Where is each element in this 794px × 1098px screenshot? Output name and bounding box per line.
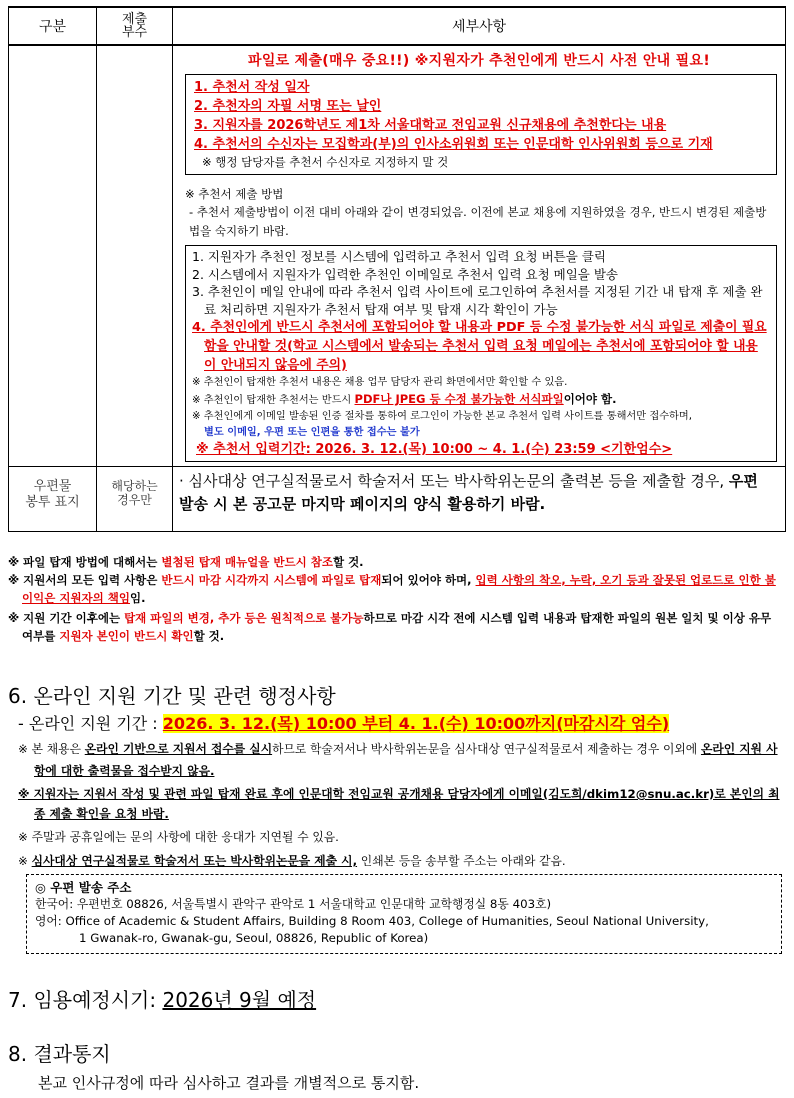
section-6-note: ※ 본 채용은 온라인 기반으로 지원서 접수를 실시하므로 학술저서나 박사학위논문을 심사대상 연구실적물로서 제출하는 경우 이외에 온라인 지원 사항에 대한 출력물을 접수받지 않음. xyxy=(18,742,778,778)
required-note: ※ 행정 담당자를 추천서 수신자로 지정하지 말 것 xyxy=(202,155,449,169)
section-6-title: 6. 온라인 지원 기간 및 관련 행정사항 xyxy=(8,684,336,708)
mailing-address-box xyxy=(26,874,782,954)
row1-category xyxy=(9,45,97,467)
address-english: 영어: Office of Academic & Student Affairs, Building 8 Room 403, College of Humanities, Seoul National University, xyxy=(35,914,709,928)
step-item: 3. 추천인이 메일 안내에 따라 추천서 입력 사이트에 로그인하여 추천서를 지정된 기간 내 탑재 후 제출 완료 처리하면 지원자가 추천서 탑재 여부 및 탑재 시각 확인이 가능 xyxy=(192,284,763,317)
section-6-note: ※ 지원자는 지원서 작성 및 관련 파일 탑재 완료 후에 인문대학 전임교원 공개채용 담당자에게 이메일(김도희/dkim12@snu.ac.kr)로 본인의 최종 제출 확인을 요청 바람. xyxy=(18,787,780,821)
note-item: ※ 지원 기간 이후에는 탑재 파일의 변경, 추가 등은 원칙적으로 불가능하므로 마감 시각 전에 시스템 입력 내용과 탑재한 파일의 원본 일치 및 이상 유무 여부를 지원자 본인이 반드시 확인할 것. xyxy=(8,611,772,643)
small-note: ※ 추천인이 탑재한 추천서는 반드시 PDF나 JPEG 등 수정 불가능한 서식파일이어야 함. xyxy=(192,392,617,406)
required-item: 2. 추천자의 자필 서명 또는 날인 xyxy=(194,99,382,114)
row1-details xyxy=(173,45,786,467)
step-item-4: 4. 추천인에게 반드시 추천서에 포함되어야 할 내용과 PDF 등 수정 불가능한 서식 파일로 제출이 필요함을 안내할 것(학교 시스템에서 발송되는 추천서 입력 요청 메일에는 추천서에 포함되어야 할 내용이 안내되지 않음에 주의) xyxy=(192,320,767,373)
address-title: ◎ 우편 발송 주소 xyxy=(35,880,132,895)
small-note: ※ 추천인이 탑재한 추천서 내용은 채용 업무 담당자 관리 화면에서만 확인할 수 있음. xyxy=(192,377,568,388)
small-note: ※ 추천인에게 이메일 발송된 인증 절차를 통하여 로그인이 가능한 본교 추천서 입력 사이트를 통해서만 접수하며, 별도 이메일, 우편 또는 인편을 통한 접수는 불가 xyxy=(192,411,692,438)
section-7-title: 7. 임용예정시기: 2026년 9월 예정 xyxy=(8,988,317,1012)
section-6-body xyxy=(18,712,786,872)
method-description: - 추천서 제출방법이 이전 대비 아래와 같이 변경되었음. 이전에 본교 채용에 지원하였을 경우, 반드시 변경된 제출방법을 숙지하기 바람. xyxy=(189,205,767,238)
note-item: ※ 지원서의 모든 입력 사항은 반드시 마감 시각까지 시스템에 파일로 탑재되어 있어야 하며, 입력 사항의 착오, 누락, 오기 등과 잘못된 업로드로 인한 불이익은 지원자의 책임임. xyxy=(8,573,776,605)
header-category: 구분 xyxy=(9,7,97,45)
row2-category: 우편물 봉투 표지 xyxy=(9,467,97,532)
application-documents-table xyxy=(8,6,786,532)
result-notice: 본교 인사규정에 따라 심사하고 결과를 개별적으로 통지함. xyxy=(38,1074,420,1092)
online-period: - 온라인 지원 기간 : 2026. 3. 12.(목) 10:00 부터 4. 1.(수) 10:00까지(마감시각 엄수) xyxy=(18,714,670,733)
required-items-box xyxy=(185,74,777,175)
address-english-cont: 1 Gwanak-ro, Gwanak-gu, Seoul, 08826, Republic of Korea) xyxy=(79,931,429,945)
address-korean: 한국어: 우편번호 08826, 서울특별시 관악구 관악로 1 서울대학교 인문대학 교학행정실 8동 403호) xyxy=(35,897,552,911)
upload-notes xyxy=(8,553,786,645)
header-copies: 제출 부수 xyxy=(97,7,173,45)
recommendation-deadline: ※ 추천서 입력기간: 2026. 3. 12.(목) 10:00 ~ 4. 1.(수) 23:59 <기한엄수> xyxy=(196,442,673,457)
section-6-note: ※ 심사대상 연구실적물로 학술저서 또는 박사학위논문을 제출 시, 인쇄본 등을 송부할 주소는 아래와 같음. xyxy=(18,854,566,868)
step-item: 1. 지원자가 추천인 정보를 시스템에 입력하고 추천서 입력 요청 버튼을 클릭 xyxy=(192,249,606,264)
method-heading: ※ 추천서 제출 방법 xyxy=(185,187,284,201)
row2-details: · 심사대상 연구실적물로서 학술저서 또는 박사학위논문의 출력본 등을 제출할 경우, 우편 발송 시 본 공고문 마지막 페이지의 양식 활용하기 바람. xyxy=(173,467,786,532)
required-item: 3. 지원자를 2026학년도 제1차 서울대학교 전임교원 신규채용에 추천한다는 내용 xyxy=(194,118,667,133)
section-6-note: ※ 주말과 공휴일에는 문의 사항에 대한 응대가 지연될 수 있음. xyxy=(18,830,339,844)
header-details: 세부사항 xyxy=(173,7,786,45)
required-item: 1. 추천서 작성 일자 xyxy=(194,80,310,95)
note-item: ※ 파일 탑재 방법에 대해서는 별첨된 탑재 매뉴얼을 반드시 참조할 것. xyxy=(8,555,364,569)
row2-copies: 해당하는 경우만 xyxy=(97,467,173,532)
file-submission-title: 파일로 제출(매우 중요!!) ※지원자가 추천인에게 반드시 사전 안내 필요! xyxy=(248,53,710,69)
row1-copies xyxy=(97,45,173,467)
required-item: 4. 추천서의 수신자는 모집학과(부)의 인사소위원회 또는 인문대학 인사위원회 등으로 기재 xyxy=(194,137,713,152)
step-item: 2. 시스템에서 지원자가 입력한 추천인 이메일로 추천서 입력 요청 메일을 발송 xyxy=(192,266,618,282)
section-8-title: 8. 결과통지 xyxy=(8,1042,111,1066)
submission-steps-box xyxy=(185,245,777,462)
